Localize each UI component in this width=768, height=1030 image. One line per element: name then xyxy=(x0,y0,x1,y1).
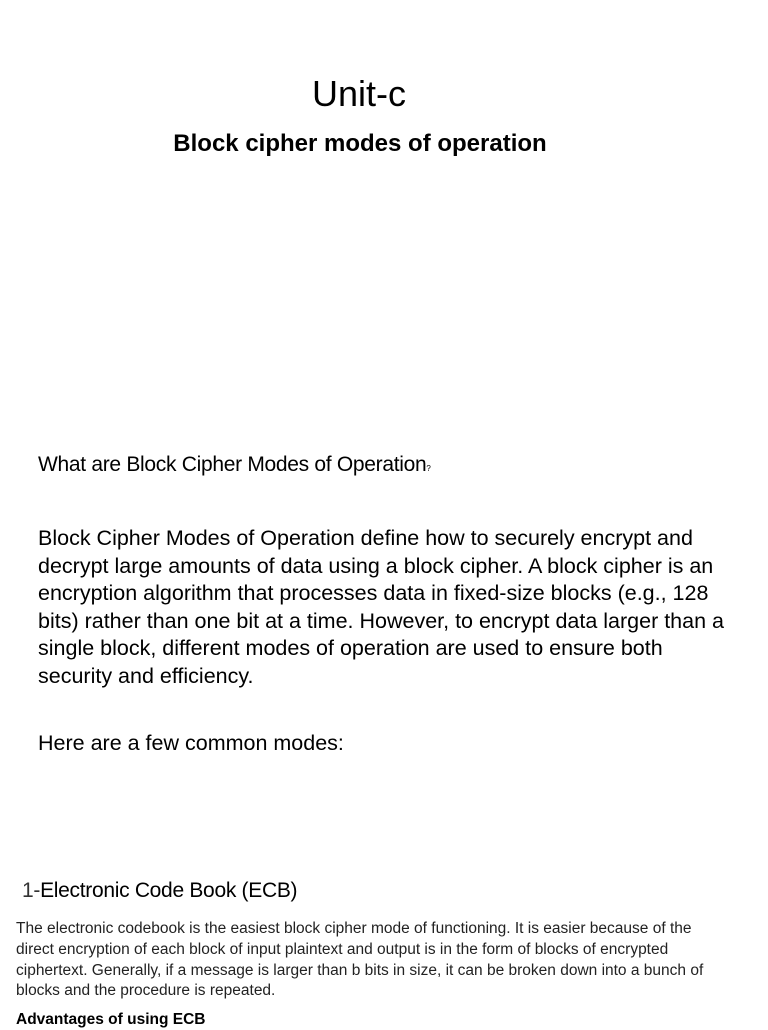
section-heading-mark: ? xyxy=(426,464,431,473)
section-heading-what-are-modes xyxy=(38,450,431,484)
ecb-description-paragraph: The electronic codebook is the easiest block cipher mode of functioning. It is easier because of the direct encryption of each block of input plaintext and output is in the form of blocks of encrypted ciphertext. Generally, if a message is larger than b bits in size, it can be broken down into a bunch of blocks and the procedure is repeated. xyxy=(16,920,704,1000)
section-heading-ecb xyxy=(22,876,297,906)
section-heading-text: Electronic Code Book (ECB) xyxy=(40,879,298,902)
section-body-paragraph: Block Cipher Modes of Operation define how to securely encrypt and decrypt large amounts of data using a block cipher. A block cipher is an encryption algorithm that processes data in fixed-size blocks (e.g., 128 bits) rather than one bit at a time. However, to encrypt data larger than a single block, different modes of operation are used to ensure both security and efficiency. xyxy=(38,526,724,688)
ecb-advantages-heading: Advantages of using ECB xyxy=(16,1011,206,1028)
page-title: Unit-c xyxy=(311,73,406,114)
section-heading-text: What are Block Cipher Modes of Operation xyxy=(38,453,427,476)
page-subtitle: Block cipher modes of operation xyxy=(173,130,547,157)
section-number: 1- xyxy=(22,879,41,902)
section-body-intro-modes: Here are a few common modes: xyxy=(38,731,344,755)
